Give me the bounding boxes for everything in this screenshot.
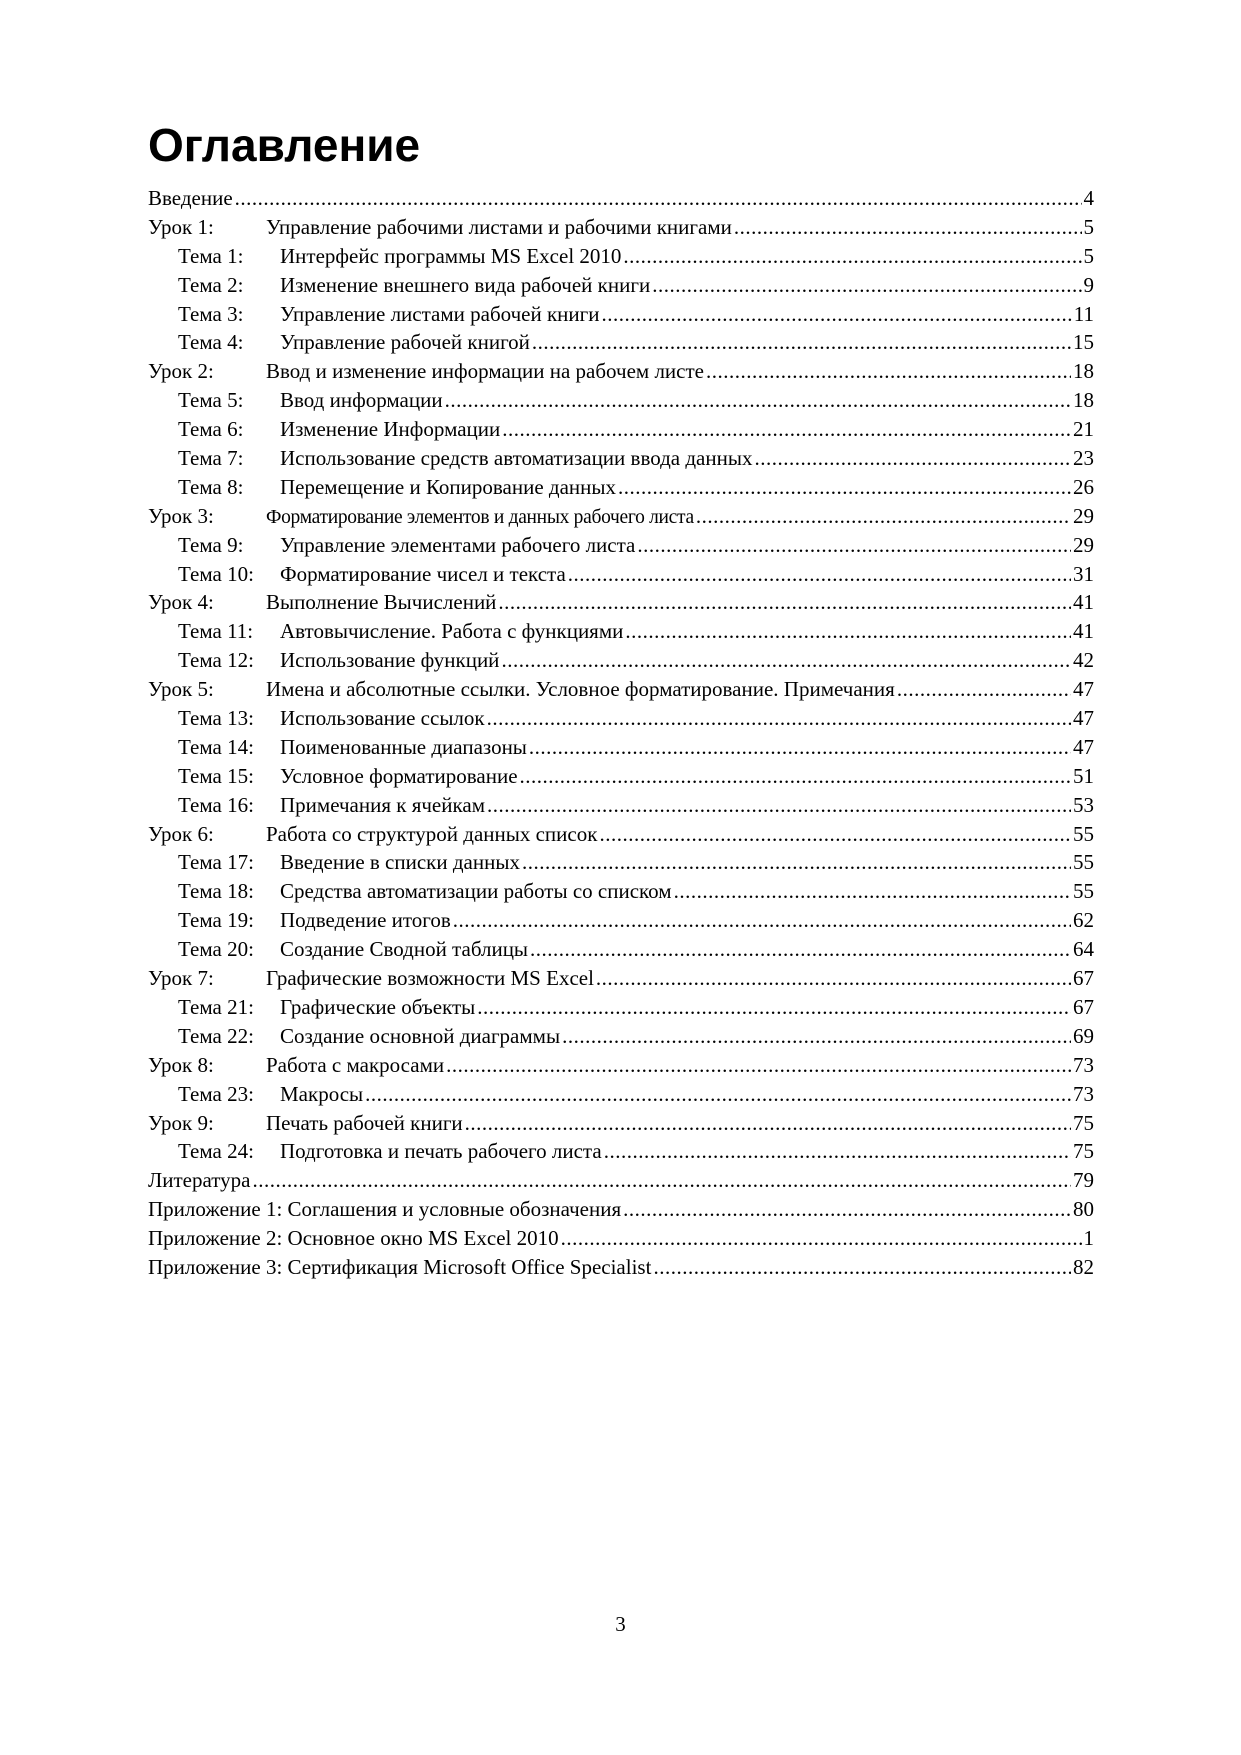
toc-entry[interactable] <box>148 791 1094 820</box>
toc-dot-leader <box>568 560 1071 589</box>
toc-dot-leader <box>235 184 1082 213</box>
toc-entry[interactable] <box>148 444 1094 473</box>
toc-entry-page: 75 <box>1073 1139 1094 1164</box>
toc-entry-page: 15 <box>1073 330 1094 355</box>
toc-dot-leader <box>897 675 1071 704</box>
toc-entry-number: Тема 15: <box>178 763 254 788</box>
toc-entry-number: Урок 2: <box>148 359 214 384</box>
toc-dot-leader <box>532 328 1071 357</box>
toc-entry-page: 9 <box>1083 272 1094 297</box>
toc-entry-title: Литература <box>148 1168 251 1193</box>
toc-dot-leader <box>734 213 1082 242</box>
toc-entry[interactable] <box>148 473 1094 502</box>
toc-entry[interactable] <box>148 1109 1094 1138</box>
toc-entry-page: 1 <box>1083 1226 1094 1251</box>
toc-entry[interactable] <box>148 184 1094 213</box>
toc-entry-number: Тема 20: <box>178 937 254 962</box>
toc-entry-number: Тема 3: <box>178 301 244 326</box>
toc-dot-leader <box>599 820 1071 849</box>
toc-entry[interactable] <box>148 993 1094 1022</box>
toc-entry[interactable] <box>148 271 1094 300</box>
toc-entry-page: 31 <box>1073 561 1094 586</box>
toc-entry-page: 51 <box>1073 763 1094 788</box>
toc-dot-leader <box>596 964 1071 993</box>
toc-entry-number: Тема 23: <box>178 1081 254 1106</box>
toc-dot-leader <box>602 300 1072 329</box>
toc-entry-page: 47 <box>1073 706 1094 731</box>
toc-entry-title: Макросы <box>280 1081 364 1106</box>
toc-entry[interactable] <box>148 646 1094 675</box>
toc-dot-leader <box>520 762 1071 791</box>
toc-dot-leader <box>623 242 1081 271</box>
page-number: 3 <box>615 1612 626 1636</box>
toc-entry-number: Тема 14: <box>178 734 254 759</box>
toc-dot-leader <box>502 415 1071 444</box>
toc-entry[interactable] <box>148 733 1094 762</box>
toc-dot-leader <box>498 588 1071 617</box>
toc-entry[interactable] <box>148 1022 1094 1051</box>
toc-entry[interactable] <box>148 1080 1094 1109</box>
toc-entry[interactable] <box>148 1166 1094 1195</box>
toc-dot-leader <box>618 473 1071 502</box>
toc-entry-page: 80 <box>1073 1197 1094 1222</box>
toc-entry-page: 41 <box>1073 590 1094 615</box>
toc-dot-leader <box>487 791 1071 820</box>
toc-entry[interactable] <box>148 877 1094 906</box>
toc-dot-leader <box>530 935 1071 964</box>
toc-entry-page: 55 <box>1073 821 1094 846</box>
toc-entry[interactable] <box>148 1051 1094 1080</box>
toc-dot-leader <box>446 1051 1071 1080</box>
toc-dot-leader <box>529 733 1071 762</box>
toc-entry-page: 73 <box>1073 1081 1094 1106</box>
toc-dot-leader <box>561 1224 1082 1253</box>
toc-entry[interactable] <box>148 906 1094 935</box>
toc-entry[interactable] <box>148 531 1094 560</box>
toc-entry[interactable] <box>148 848 1094 877</box>
toc-entry-page: 4 <box>1083 186 1094 210</box>
toc-dot-leader <box>252 1166 1071 1195</box>
toc-entry-title: Управление рабочими листами и рабочими книгами <box>266 214 732 239</box>
toc-entry[interactable] <box>148 328 1094 357</box>
toc-entry-page: 41 <box>1073 619 1094 644</box>
toc-entry-title: Автовычисление. Работа с функциями <box>280 619 624 644</box>
toc-entry-page: 23 <box>1073 446 1094 471</box>
toc-entry-title: Форматирование элементов и данных рабочего листа <box>266 506 694 528</box>
toc-entry-title: Приложение 2: Основное окно MS Excel 2010 <box>148 1226 559 1251</box>
toc-entry-number: Тема 16: <box>178 792 254 817</box>
toc-entry-title: Подготовка и печать рабочего листа <box>280 1139 602 1164</box>
toc-entry-number: Тема 10: <box>178 561 254 586</box>
toc-entry-title: Приложение 1: Соглашения и условные обозначения <box>148 1197 622 1222</box>
toc-entry[interactable] <box>148 1253 1094 1282</box>
toc-entry-number: Тема 4: <box>178 330 244 355</box>
toc-entry-number: Тема 13: <box>178 706 254 731</box>
toc-entry-page: 47 <box>1073 677 1094 702</box>
toc-entry-number: Тема 9: <box>178 532 244 557</box>
toc-dot-leader <box>562 1022 1071 1051</box>
toc-entry-page: 29 <box>1073 532 1094 557</box>
toc-entry-title: Перемещение и Копирование данных <box>280 474 616 499</box>
toc-entry-title: Использование средств автоматизации ввода данных <box>280 446 753 471</box>
toc-entry-title: Подведение итогов <box>280 908 451 933</box>
toc-entry-title: Интерфейс программы MS Excel 2010 <box>280 243 622 268</box>
toc-entry-page: 64 <box>1073 937 1094 962</box>
toc-dot-leader <box>674 877 1071 906</box>
toc-entry[interactable] <box>148 300 1094 329</box>
toc-entry-number: Урок 9: <box>148 1110 214 1135</box>
toc-entry[interactable] <box>148 415 1094 444</box>
toc-entry-page: 55 <box>1073 879 1094 904</box>
toc-entry-title: Выполнение Вычислений <box>266 590 497 615</box>
toc-entry-title: Работа со структурой данных список <box>266 821 598 846</box>
toc-entry[interactable] <box>148 357 1094 386</box>
toc-entry-number: Тема 6: <box>178 417 244 442</box>
toc-entry-page: 11 <box>1073 301 1094 326</box>
toc-dot-leader <box>465 1109 1071 1138</box>
toc-entry-number: Тема 7: <box>178 446 244 471</box>
toc-entry-page: 18 <box>1073 388 1094 413</box>
toc-entry-number: Тема 17: <box>178 850 254 875</box>
toc-entry-title: Управление листами рабочей книги <box>280 301 600 326</box>
toc-entry-number: Тема 11: <box>178 619 254 644</box>
toc-dot-leader <box>754 444 1071 473</box>
toc-entry-title: Ввод информации <box>280 388 443 413</box>
toc-entry[interactable] <box>148 242 1094 271</box>
table-of-contents <box>148 184 1094 1282</box>
toc-entry-page: 21 <box>1073 417 1094 442</box>
toc-entry[interactable] <box>148 1195 1094 1224</box>
toc-entry-title: Использование функций <box>280 648 500 673</box>
toc-dot-leader <box>487 704 1071 733</box>
toc-entry-title: Работа с макросами <box>266 1052 445 1077</box>
toc-entry-title: Печать рабочей книги <box>266 1110 463 1135</box>
toc-dot-leader <box>652 271 1081 300</box>
toc-entry-title: Ввод и изменение информации на рабочем листе <box>266 359 704 384</box>
toc-entry-number: Тема 8: <box>178 474 244 499</box>
toc-dot-leader <box>445 386 1071 415</box>
toc-entry-page: 69 <box>1073 1023 1094 1048</box>
toc-entry-title: Создание Сводной таблицы <box>280 937 529 962</box>
toc-entry[interactable] <box>148 588 1094 617</box>
toc-entry-number: Тема 21: <box>178 994 254 1019</box>
toc-entry-page: 79 <box>1073 1168 1094 1193</box>
toc-dot-leader <box>706 357 1071 386</box>
toc-dot-leader <box>696 502 1071 531</box>
toc-entry-number: Урок 1: <box>148 214 214 239</box>
toc-entry-title: Создание основной диаграммы <box>280 1023 561 1048</box>
toc-entry[interactable] <box>148 964 1094 993</box>
toc-entry-number: Тема 24: <box>178 1139 254 1164</box>
toc-entry-title: Поименованные диапазоны <box>280 734 527 759</box>
toc-entry-title: Введение в списки данных <box>280 850 520 875</box>
toc-entry-title: Введение <box>148 186 233 210</box>
toc-entry-number: Тема 19: <box>178 908 254 933</box>
toc-entry-title: Условное форматирование <box>280 763 518 788</box>
toc-entry-title: Имена и абсолютные ссылки. Условное форматирование. Примечания <box>266 677 895 702</box>
toc-entry-page: 18 <box>1073 359 1094 384</box>
toc-entry-number: Урок 7: <box>148 966 214 991</box>
toc-entry-page: 5 <box>1083 214 1094 239</box>
toc-entry-number: Тема 5: <box>178 388 244 413</box>
toc-dot-leader <box>653 1253 1071 1282</box>
toc-entry-page: 62 <box>1073 908 1094 933</box>
toc-entry-title: Графические возможности MS Excel <box>266 966 594 991</box>
toc-entry-title: Примечания к ячейкам <box>280 792 485 817</box>
toc-dot-leader <box>604 1137 1071 1166</box>
toc-entry-title: Управление элементами рабочего листа <box>280 532 636 557</box>
toc-entry[interactable] <box>148 704 1094 733</box>
toc-entry-number: Тема 22: <box>178 1023 254 1048</box>
toc-dot-leader <box>477 993 1071 1022</box>
toc-entry-page: 75 <box>1073 1110 1094 1135</box>
toc-entry-page: 82 <box>1073 1254 1094 1279</box>
toc-entry-page: 55 <box>1073 850 1094 875</box>
toc-entry-page: 42 <box>1073 648 1094 673</box>
page-title: Оглавление <box>148 119 421 171</box>
toc-entry[interactable] <box>148 1224 1094 1253</box>
toc-entry-title: Форматирование чисел и текста <box>280 561 566 586</box>
toc-entry-number: Урок 5: <box>148 677 214 702</box>
toc-dot-leader <box>453 906 1071 935</box>
toc-entry-page: 26 <box>1073 474 1094 499</box>
toc-entry-page: 53 <box>1073 792 1094 817</box>
toc-entry-title: Средства автоматизации работы со списком <box>280 879 672 904</box>
toc-entry-number: Тема 12: <box>178 648 254 673</box>
toc-entry[interactable] <box>148 213 1094 242</box>
toc-entry-number: Урок 4: <box>148 590 214 615</box>
toc-dot-leader <box>365 1080 1071 1109</box>
toc-entry-page: 47 <box>1073 734 1094 759</box>
toc-entry-number: Урок 3: <box>148 503 214 528</box>
toc-entry-page: 67 <box>1073 994 1094 1019</box>
toc-entry[interactable] <box>148 935 1094 964</box>
toc-entry-number: Тема 18: <box>178 879 254 904</box>
toc-entry-number: Тема 2: <box>178 272 244 297</box>
toc-entry[interactable] <box>148 762 1094 791</box>
toc-entry[interactable] <box>148 675 1094 704</box>
toc-entry[interactable] <box>148 820 1094 849</box>
toc-entry-page: 5 <box>1083 243 1094 268</box>
toc-entry[interactable] <box>148 502 1094 531</box>
toc-dot-leader <box>501 646 1071 675</box>
toc-dot-leader <box>623 1195 1071 1224</box>
toc-entry[interactable] <box>148 560 1094 589</box>
toc-entry-page: 73 <box>1073 1052 1094 1077</box>
toc-entry-number: Тема 1: <box>178 243 244 268</box>
toc-entry-page: 29 <box>1073 503 1094 528</box>
toc-entry-number: Урок 8: <box>148 1052 214 1077</box>
toc-dot-leader <box>625 617 1071 646</box>
toc-entry[interactable] <box>148 386 1094 415</box>
toc-entry-title: Приложение 3: Сертификация Microsoft Office Specialist <box>148 1254 652 1279</box>
toc-entry-title: Использование ссылок <box>280 706 485 731</box>
toc-entry[interactable] <box>148 617 1094 646</box>
toc-dot-leader <box>522 848 1071 877</box>
toc-dot-leader <box>637 531 1071 560</box>
toc-entry-title: Графические объекты <box>280 994 476 1019</box>
toc-entry-title: Управление рабочей книгой <box>280 330 530 355</box>
toc-entry-number: Урок 6: <box>148 821 214 846</box>
toc-entry-page: 67 <box>1073 966 1094 991</box>
toc-entry-title: Изменение внешнего вида рабочей книги <box>280 272 651 297</box>
toc-entry-title: Изменение Информации <box>280 417 501 442</box>
toc-entry[interactable] <box>148 1137 1094 1166</box>
